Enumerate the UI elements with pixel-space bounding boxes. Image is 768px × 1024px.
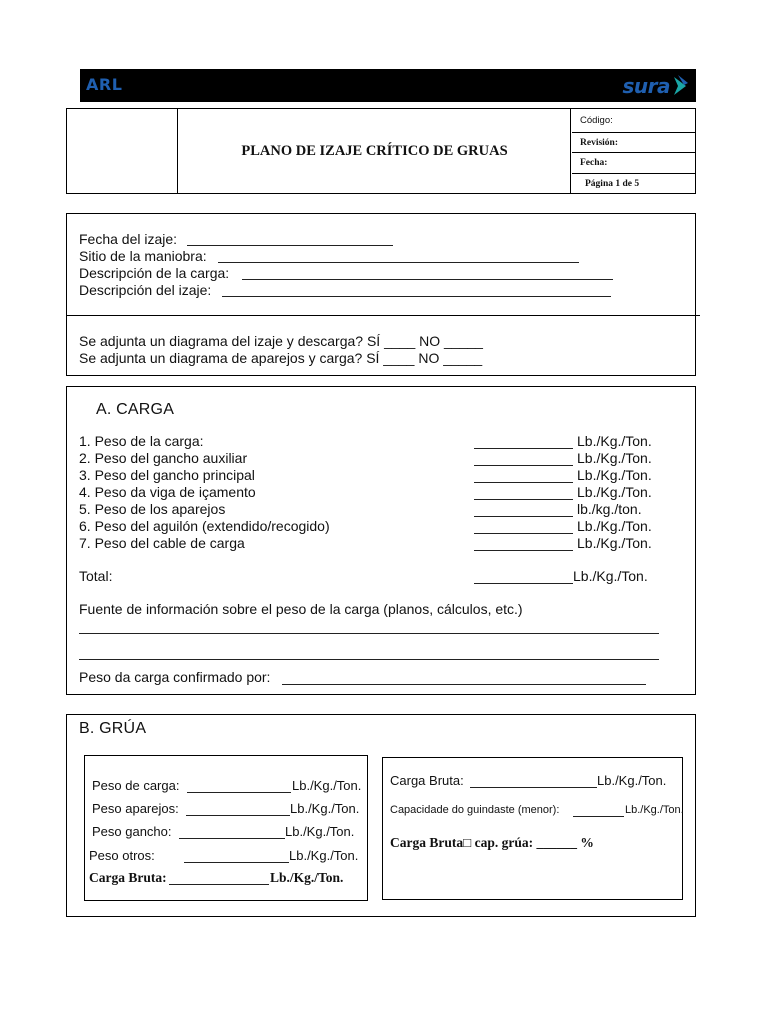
peso-gancho-label: Peso gancho:	[92, 824, 172, 839]
confirmado-field[interactable]	[282, 684, 646, 685]
carga-item-field[interactable]	[474, 516, 573, 517]
desc-izaje-label: Descripción del izaje:	[79, 282, 212, 298]
fuente-field-line-1[interactable]	[79, 633, 659, 634]
peso-carga-label: Peso de carga:	[92, 778, 180, 793]
carga-item-unit: Lb./Kg./Ton.	[577, 484, 652, 500]
carga-item-field[interactable]	[474, 550, 573, 551]
carga-item-unit: Lb./Kg./Ton.	[577, 467, 652, 483]
peso-otros-unit: Lb./Kg./Ton.	[289, 848, 359, 863]
carga-section	[66, 386, 696, 695]
ratio-label[interactable]: Carga Bruta□ cap. grúa: ______ %	[390, 835, 594, 850]
carga-item-label: 1. Peso de la carga:	[79, 433, 204, 449]
divider	[66, 315, 700, 316]
capacidade-unit: Lb./Kg./Ton.	[625, 804, 684, 816]
codigo-label: Código:	[572, 109, 696, 133]
carga-item-unit: Lb./Kg./Ton.	[577, 450, 652, 466]
carga-bruta-field-right[interactable]	[470, 787, 597, 788]
document-meta	[572, 109, 696, 193]
document-title: PLANO DE IZAJE CRÍTICO DE GRUAS	[179, 109, 571, 193]
carga-item-label: 7. Peso del cable de carga	[79, 535, 245, 551]
capacidade-field[interactable]	[573, 816, 624, 817]
fuente-label: Fuente de información sobre el peso de la carga (planos, cálculos, etc.)	[79, 601, 523, 617]
carga-item-field[interactable]	[474, 533, 573, 534]
carga-bruta-unit: Lb./Kg./Ton.	[270, 870, 344, 885]
peso-aparejos-unit: Lb./Kg./Ton.	[290, 801, 360, 816]
carga-bruta-label: Carga Bruta:	[89, 870, 167, 885]
carga-item-label: 6. Peso del aguilón (extendido/recogido)	[79, 518, 330, 534]
document-header	[66, 108, 696, 194]
desc-izaje-field[interactable]	[222, 296, 611, 297]
desc-carga-label: Descripción de la carga:	[79, 265, 230, 281]
diagrama-izaje-question[interactable]: Se adjunta un diagrama del izaje y descarga? SÍ ____ NO _____	[79, 333, 483, 349]
carga-item-field[interactable]	[474, 448, 573, 449]
carga-item-label: 4. Peso da viga de içamento	[79, 484, 256, 500]
sura-bird-icon	[672, 73, 690, 99]
general-info-section	[66, 213, 696, 376]
total-label: Total:	[79, 568, 113, 584]
peso-carga-unit: Lb./Kg./Ton.	[292, 778, 362, 793]
peso-otros-label: Peso otros:	[89, 848, 155, 863]
desc-carga-field[interactable]	[242, 279, 613, 280]
fecha-label: Fecha:	[572, 153, 696, 174]
carga-item-unit: Lb./Kg./Ton.	[577, 518, 652, 534]
carga-item-field[interactable]	[474, 482, 573, 483]
carga-bruta-calc-box	[84, 755, 368, 901]
carga-item-label: 3. Peso del gancho principal	[79, 467, 255, 483]
carga-bruta-unit-right: Lb./Kg./Ton.	[597, 773, 667, 788]
capacidad-box	[382, 757, 683, 900]
page-number: Página 1 de 5	[585, 178, 640, 189]
diagrama-aparejos-question[interactable]: Se adjunta un diagrama de aparejos y carga? SÍ ____ NO _____	[79, 350, 483, 366]
carga-bruta-field[interactable]	[169, 884, 269, 885]
sura-logo	[622, 71, 690, 100]
peso-otros-field[interactable]	[184, 862, 289, 863]
sitio-label: Sitio de la maniobra:	[79, 248, 207, 264]
carga-item-unit: Lb./Kg./Ton.	[577, 433, 652, 449]
carga-item-unit: lb./kg./ton.	[577, 501, 642, 517]
total-field[interactable]	[474, 583, 573, 584]
sitio-field[interactable]	[218, 262, 579, 263]
grua-section	[66, 714, 696, 917]
revision-label: Revisión:	[572, 133, 696, 153]
carga-item-label: 2. Peso del gancho auxiliar	[79, 450, 248, 466]
peso-aparejos-label: Peso aparejos:	[92, 801, 179, 816]
carga-bruta-label-right: Carga Bruta:	[390, 773, 464, 788]
fuente-field-line-2[interactable]	[79, 659, 659, 660]
peso-aparejos-field[interactable]	[186, 815, 290, 816]
logo-cell	[67, 109, 178, 193]
header-banner	[80, 69, 696, 102]
fecha-izaje-field[interactable]	[187, 245, 393, 246]
peso-gancho-field[interactable]	[179, 838, 285, 839]
carga-item-field[interactable]	[474, 499, 573, 500]
arl-logo: ARL	[86, 75, 123, 94]
carga-item-label: 5. Peso de los aparejos	[79, 501, 226, 517]
confirmado-label: Peso da carga confirmado por:	[79, 669, 271, 685]
peso-gancho-unit: Lb./Kg./Ton.	[285, 824, 355, 839]
sura-logo-text: sura	[622, 73, 670, 98]
capacidade-label: Capacidade do guindaste (menor):	[390, 804, 560, 816]
total-unit: Lb./Kg./Ton.	[573, 568, 648, 584]
carga-item-field[interactable]	[474, 465, 573, 466]
grua-section-title: B. GRÚA	[79, 720, 147, 737]
carga-item-unit: Lb./Kg./Ton.	[577, 535, 652, 551]
peso-carga-field[interactable]	[187, 792, 291, 793]
carga-section-title: A. CARGA	[96, 401, 175, 418]
fecha-izaje-label: Fecha del izaje:	[79, 231, 178, 247]
